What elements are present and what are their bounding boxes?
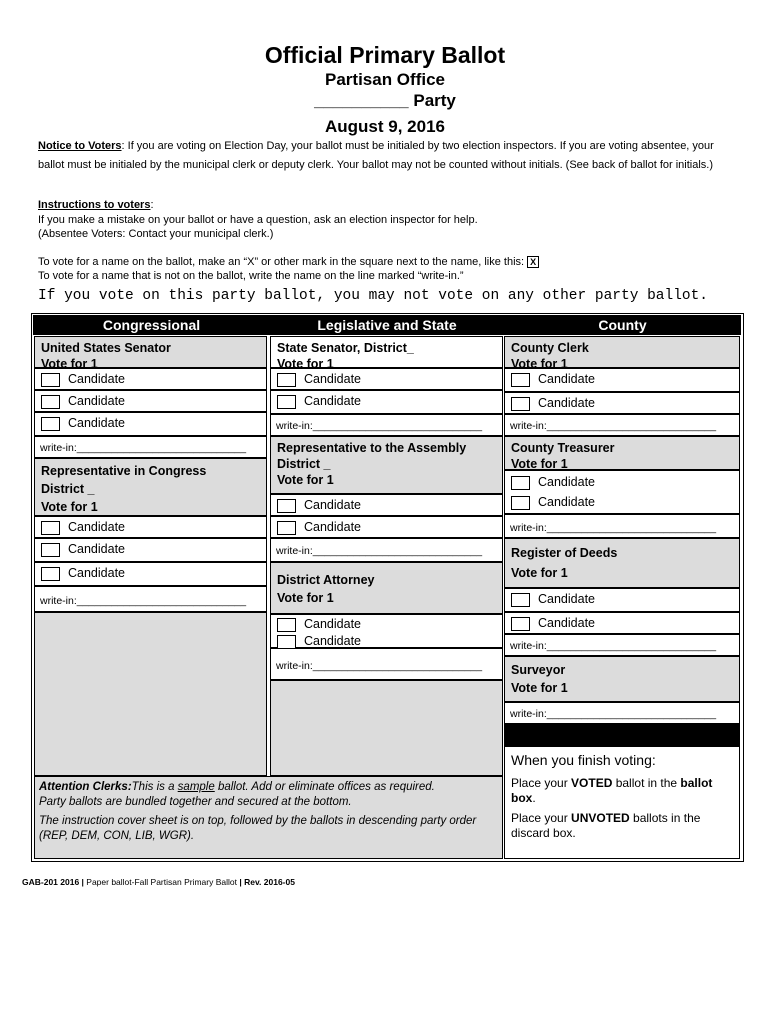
candidate-row[interactable]: Candidate [270,368,503,390]
vote-checkbox[interactable] [41,521,60,535]
vote-checkbox[interactable] [511,496,530,510]
write-in-line[interactable]: write-in:_____________________________ [34,436,267,458]
candidate-row[interactable]: Candidate [34,538,267,562]
candidate-row[interactable]: Candidate [277,616,502,633]
form-footer: GAB-201 2016 | Paper ballot-Fall Partisan Primary Ballot | Rev. 2016-05 [22,877,295,887]
candidate-group [504,470,740,514]
candidate-row[interactable]: Candidate [504,392,740,414]
election-date: August 9, 2016 [325,117,445,136]
candidate-row[interactable]: Candidate [270,494,503,516]
vote-checkbox[interactable] [511,373,530,387]
office-assembly: Representative to the Assembly District _ Vote for 1 [270,436,503,494]
office-rep-congress: Representative in Congress District _ Vote for 1 [34,458,267,516]
finish-heading: When you finish voting: [511,752,656,768]
ballot-subtitle: Partisan Office [325,70,445,89]
vote-checkbox[interactable] [511,593,530,607]
vote-checkbox[interactable] [41,417,60,431]
vote-checkbox[interactable] [41,543,60,557]
write-in-line[interactable]: write-in:_____________________________ [504,702,740,724]
vote-checkbox[interactable] [511,397,530,411]
office-county-treasurer: County Treasurer Vote for 1 [504,436,740,470]
candidate-row[interactable]: Candidate [34,368,267,390]
write-in-line[interactable]: write-in:_____________________________ [504,414,740,436]
vote-checkbox[interactable] [41,567,60,581]
party-warning: If you vote on this party ballot, you may not vote on any other party ballot. [38,288,709,304]
x-mark-example-icon: X [527,256,539,268]
instructions-line2: (Absentee Voters: Contact your municipal clerk.) [38,228,274,240]
candidate-row[interactable]: Candidate [504,588,740,612]
candidate-row[interactable]: Candidate [504,368,740,392]
column-header-county: County [504,315,741,335]
vote-checkbox[interactable] [277,521,296,535]
ballot-grid [31,313,744,862]
vote-checkbox[interactable] [511,476,530,490]
vote-checkbox[interactable] [277,618,296,632]
vote-checkbox[interactable] [277,499,296,513]
finish-voted-text: Place your VOTED ballot in the ballot box. [511,776,713,805]
howto-line1: To vote for a name on the ballot, make an “X” or other mark in the square next to the name, like this: [38,256,525,268]
write-in-line[interactable]: write-in:_____________________________ [504,634,740,656]
black-bar [504,724,740,746]
vote-checkbox[interactable] [277,373,296,387]
vote-checkbox[interactable] [511,617,530,631]
office-state-senator: State Senator, District_ Vote for 1 [270,336,503,368]
finish-unvoted-text: Place your UNVOTED ballots in the discard box. [511,811,701,840]
candidate-row[interactable]: Candidate [504,612,740,634]
office-county-clerk: County Clerk Vote for 1 [504,336,740,368]
vote-checkbox[interactable] [41,373,60,387]
how-to-vote [38,255,738,283]
candidate-group [270,614,503,648]
candidate-row[interactable]: Candidate [34,562,267,586]
notice-to-voters [38,137,738,174]
empty-space [270,680,503,776]
write-in-line[interactable]: write-in:_____________________________ [270,414,503,436]
office-register-of-deeds: Register of Deeds Vote for 1 [504,538,740,588]
notice-text: : If you are voting on Election Day, your ballot must be initialed by two election inspectors. If you are voting absentee, your ballot must be initialed by the municipal clerk or deputy clerk. Your ballot may not be counted without initials. (See back of ballot for initials.) [38,140,714,171]
column-header-legislative: Legislative and State [270,315,504,335]
howto-line2: To vote for a name that is not on the ballot, write the name on the line marked “write-in.” [38,270,464,282]
write-in-line[interactable]: write-in:_____________________________ [504,514,740,538]
candidate-row[interactable]: Candidate [277,633,502,650]
candidate-row[interactable]: Candidate [34,390,267,412]
empty-space [34,612,267,776]
instructions-label: Instructions to voters [38,199,151,211]
vote-checkbox[interactable] [41,395,60,409]
write-in-line[interactable]: write-in:_____________________________ [270,538,503,562]
vote-checkbox[interactable] [277,395,296,409]
write-in-line[interactable]: write-in:_____________________________ [270,648,503,680]
instructions-line1: If you make a mistake on your ballot or have a question, ask an election inspector for help. [38,213,478,226]
attention-clerks: Attention Clerks:This is a sample ballot. Add or eliminate offices as required. Party ballots are bundled together and secured at the bottom. The instruction cover sheet is on top, followed by the ballots in descending party order (REP, DEM, CON, LIB, WGR). [34,776,503,859]
candidate-row[interactable]: Candidate [34,516,267,538]
candidate-row[interactable]: Candidate [511,492,739,512]
party-line: __________ Party [314,91,456,110]
candidate-row[interactable]: Candidate [270,390,503,414]
candidate-row[interactable]: Candidate [511,472,739,492]
finish-voting-box [504,746,740,859]
write-in-line[interactable]: write-in:_____________________________ [34,586,267,612]
candidate-row[interactable]: Candidate [270,516,503,538]
instructions-to-voters: Instructions to voters: If you make a mistake on your ballot or have a question, ask an election inspector for help. (Absentee Voters: Contact your municipal clerk.) [38,199,478,240]
column-header-congressional: Congressional [33,315,270,335]
vote-checkbox[interactable] [277,635,296,649]
candidate-row[interactable]: Candidate [34,412,267,436]
office-district-attorney: District Attorney Vote for 1 [270,562,503,614]
office-us-senator: United States Senator Vote for 1 [34,336,267,368]
notice-label: Notice to Voters [38,140,122,152]
ballot-title: Official Primary Ballot [264,42,506,68]
office-surveyor: Surveyor Vote for 1 [504,656,740,702]
